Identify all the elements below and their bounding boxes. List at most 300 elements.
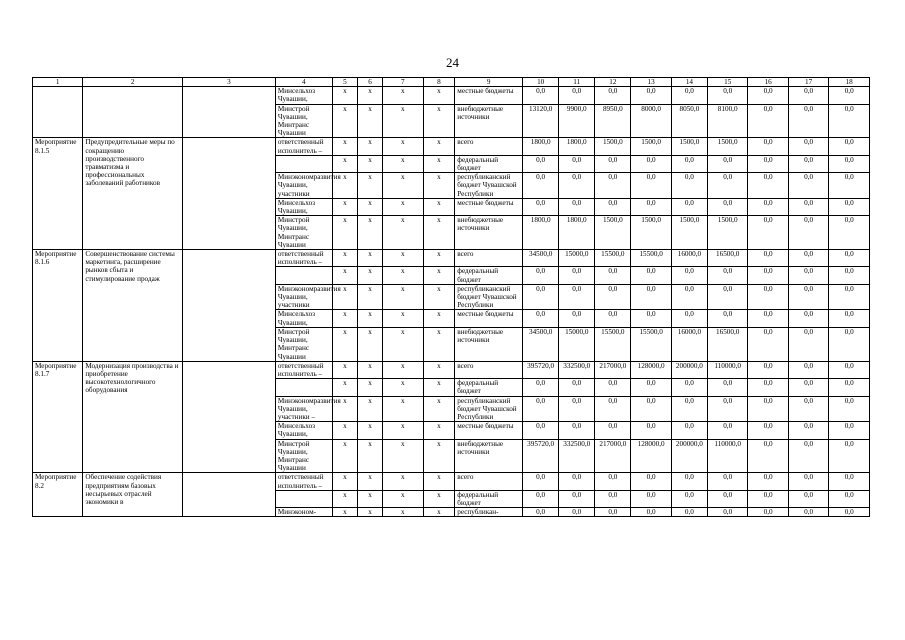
value-cell: 0,0 [631,87,671,104]
value-cell: 0,0 [748,284,788,310]
code-cell: x [332,267,357,284]
value-cell: 0,0 [748,250,788,267]
value-cell: 0,0 [748,155,788,172]
column-header: 14 [671,78,707,87]
funding-source-cell: всего [455,138,523,155]
value-cell: 1500,0 [595,216,631,250]
funding-source-cell: всего [455,250,523,267]
responsible-cell: Минэконом- [275,508,332,517]
code-cell: x [332,490,357,507]
responsible-cell: Минстрой Чувашии, Минтранс Чувашии [275,104,332,138]
code-cell: x [332,155,357,172]
value-cell: 0,0 [829,361,870,378]
responsible-cell: ответственный исполнитель – [275,473,332,490]
value-cell: 332500,0 [559,439,595,473]
code-cell: x [423,284,455,310]
funding-source-cell: федеральный бюджет [455,379,523,396]
value-cell: 0,0 [707,284,747,310]
code-cell: x [383,138,423,155]
code-cell: x [383,327,423,361]
value-cell: 0,0 [788,310,828,327]
value-cell: 0,0 [829,473,870,490]
responsible-cell: Минстрой Чувашии, Минтранс Чувашии [275,439,332,473]
value-cell: 0,0 [788,379,828,396]
value-cell: 0,0 [671,422,707,439]
value-cell: 0,0 [523,473,559,490]
value-cell: 0,0 [788,267,828,284]
value-cell: 0,0 [631,396,671,422]
value-cell: 0,0 [523,87,559,104]
event-number-cell: Мероприятие 8.2 [33,473,83,517]
value-cell: 0,0 [595,198,631,215]
code-cell: x [357,379,382,396]
value-cell: 0,0 [523,422,559,439]
code-cell: x [357,267,382,284]
code-cell: x [332,250,357,267]
column-header: 9 [455,78,523,87]
value-cell: 0,0 [788,396,828,422]
value-cell: 0,0 [671,490,707,507]
code-cell: x [383,361,423,378]
value-cell: 0,0 [523,284,559,310]
value-cell: 13120,0 [523,104,559,138]
code-cell: x [357,173,382,199]
value-cell: 0,0 [671,173,707,199]
code-cell: x [383,198,423,215]
value-cell: 1500,0 [631,138,671,155]
value-cell: 0,0 [671,267,707,284]
code-cell: x [357,508,382,517]
value-cell: 332500,0 [559,361,595,378]
funding-source-cell: федеральный бюджет [455,155,523,172]
funding-source-cell: республиканский бюджет Чувашской Республики [455,396,523,422]
value-cell: 8100,0 [707,104,747,138]
value-cell: 0,0 [631,155,671,172]
code-cell: x [423,87,455,104]
value-cell: 0,0 [829,198,870,215]
code-cell: x [423,473,455,490]
value-cell: 0,0 [829,422,870,439]
column-header: 3 [182,78,275,87]
value-cell: 15500,0 [595,327,631,361]
column-header: 4 [275,78,332,87]
value-cell: 0,0 [788,508,828,517]
value-cell: 16000,0 [671,250,707,267]
value-cell: 0,0 [631,490,671,507]
funding-source-cell: местные бюджеты [455,422,523,439]
value-cell: 0,0 [559,490,595,507]
code-cell: x [357,198,382,215]
value-cell: 0,0 [748,508,788,517]
value-cell: 0,0 [748,138,788,155]
value-cell: 0,0 [559,155,595,172]
funding-source-cell: республиканский бюджет Чувашской Республики [455,284,523,310]
value-cell: 0,0 [788,138,828,155]
value-cell: 0,0 [707,267,747,284]
code-cell: x [423,490,455,507]
code-cell: x [423,396,455,422]
funding-source-cell: местные бюджеты [455,310,523,327]
value-cell: 0,0 [671,396,707,422]
funding-source-cell: внебюджетные источники [455,327,523,361]
value-cell: 1500,0 [631,216,671,250]
value-cell: 0,0 [671,198,707,215]
value-cell: 0,0 [748,267,788,284]
responsible-cell [275,379,332,396]
code-cell: x [357,87,382,104]
col3-cell [182,87,275,138]
value-cell: 0,0 [559,173,595,199]
value-cell: 0,0 [829,284,870,310]
code-cell: x [383,473,423,490]
value-cell: 0,0 [707,87,747,104]
value-cell: 34500,0 [523,327,559,361]
value-cell: 15000,0 [559,250,595,267]
event-number-cell: Мероприятие 8.1.6 [33,250,83,362]
value-cell: 0,0 [748,216,788,250]
value-cell: 0,0 [788,87,828,104]
value-cell: 8000,0 [631,104,671,138]
code-cell: x [423,327,455,361]
value-cell: 0,0 [748,327,788,361]
value-cell: 0,0 [748,473,788,490]
responsible-cell: Минстрой Чувашии, Минтранс Чувашии [275,216,332,250]
value-cell: 0,0 [523,508,559,517]
code-cell: x [383,216,423,250]
code-cell: x [423,310,455,327]
value-cell: 16500,0 [707,250,747,267]
value-cell: 16500,0 [707,327,747,361]
funding-source-cell: внебюджетные источники [455,104,523,138]
code-cell: x [357,422,382,439]
table-row [33,138,870,155]
value-cell: 1800,0 [523,216,559,250]
value-cell: 0,0 [748,422,788,439]
value-cell: 0,0 [748,361,788,378]
event-number-cell [33,87,83,138]
value-cell: 0,0 [631,379,671,396]
code-cell: x [423,361,455,378]
value-cell: 0,0 [559,473,595,490]
code-cell: x [357,155,382,172]
value-cell: 0,0 [829,508,870,517]
code-cell: x [357,361,382,378]
funding-source-cell: федеральный бюджет [455,267,523,284]
value-cell: 395720,0 [523,361,559,378]
code-cell: x [332,473,357,490]
responsible-cell: Минэкономразвития Чувашии, участники – [275,396,332,422]
code-cell: x [383,267,423,284]
value-cell: 0,0 [748,310,788,327]
code-cell: x [357,138,382,155]
code-cell: x [332,198,357,215]
value-cell: 0,0 [595,508,631,517]
col3-cell [182,473,275,517]
value-cell: 0,0 [829,439,870,473]
value-cell: 0,0 [788,104,828,138]
value-cell: 0,0 [523,379,559,396]
value-cell: 0,0 [631,473,671,490]
value-cell: 0,0 [829,379,870,396]
value-cell: 217000,0 [595,439,631,473]
value-cell: 0,0 [559,267,595,284]
value-cell: 0,0 [595,379,631,396]
value-cell: 0,0 [559,198,595,215]
responsible-cell: ответственный исполнитель – [275,138,332,155]
code-cell: x [332,104,357,138]
code-cell: x [383,284,423,310]
value-cell: 0,0 [559,310,595,327]
value-cell: 0,0 [595,473,631,490]
value-cell: 0,0 [707,396,747,422]
responsible-cell: Минэкономразвития Чувашии, участники [275,284,332,310]
value-cell: 0,0 [788,216,828,250]
col3-cell [182,250,275,362]
value-cell: 0,0 [788,422,828,439]
funding-source-cell: республикан- [455,508,523,517]
value-cell: 110000,0 [707,439,747,473]
funding-source-cell: местные бюджеты [455,198,523,215]
code-cell: x [332,310,357,327]
value-cell: 0,0 [748,104,788,138]
value-cell: 0,0 [631,422,671,439]
funding-source-cell: республиканский бюджет Чувашской Республики [455,173,523,199]
code-cell: x [383,155,423,172]
code-cell: x [332,87,357,104]
column-header: 15 [707,78,747,87]
value-cell: 0,0 [829,327,870,361]
value-cell: 1500,0 [707,138,747,155]
value-cell: 0,0 [788,473,828,490]
responsible-cell: Минсельхоз Чувашии, [275,198,332,215]
budget-table [32,77,870,517]
value-cell: 0,0 [523,490,559,507]
value-cell: 0,0 [631,284,671,310]
value-cell: 1500,0 [671,138,707,155]
code-cell: x [423,173,455,199]
column-header: 2 [83,78,183,87]
value-cell: 15500,0 [631,250,671,267]
value-cell: 0,0 [829,216,870,250]
code-cell: x [423,250,455,267]
value-cell: 0,0 [707,379,747,396]
value-cell: 0,0 [671,310,707,327]
code-cell: x [357,250,382,267]
code-cell: x [383,396,423,422]
value-cell: 128000,0 [631,361,671,378]
table-row [33,250,870,267]
funding-source-cell: местные бюджеты [455,87,523,104]
value-cell: 0,0 [671,508,707,517]
code-cell: x [357,473,382,490]
value-cell: 0,0 [671,473,707,490]
value-cell: 0,0 [829,87,870,104]
value-cell: 395720,0 [523,439,559,473]
col3-cell [182,361,275,473]
value-cell: 0,0 [595,422,631,439]
code-cell: x [357,284,382,310]
value-cell: 15000,0 [559,327,595,361]
page-number: 24 [446,55,459,70]
code-cell: x [357,439,382,473]
column-header: 6 [357,78,382,87]
value-cell: 0,0 [559,87,595,104]
value-cell: 0,0 [707,473,747,490]
value-cell: 0,0 [829,155,870,172]
column-header: 8 [423,78,455,87]
value-cell: 0,0 [671,284,707,310]
value-cell: 0,0 [748,379,788,396]
event-name-cell: Обеспечение содействия предприятиям базовых несырьевых отраслей экономики в [83,473,183,517]
value-cell: 0,0 [671,379,707,396]
table-row [33,87,870,104]
value-cell: 0,0 [788,155,828,172]
value-cell: 0,0 [707,173,747,199]
code-cell: x [423,439,455,473]
value-cell: 0,0 [595,284,631,310]
code-cell: x [332,439,357,473]
value-cell: 0,0 [595,87,631,104]
funding-source-cell: всего [455,473,523,490]
responsible-cell [275,490,332,507]
funding-source-cell: федеральный бюджет [455,490,523,507]
code-cell: x [423,267,455,284]
value-cell: 0,0 [748,490,788,507]
value-cell: 0,0 [671,155,707,172]
value-cell: 0,0 [707,490,747,507]
value-cell: 0,0 [595,310,631,327]
event-name-cell: Предупредительные меры по сокращению производственного травматизма и профессиональных заболеваний работников [83,138,183,250]
event-name-cell [83,87,183,138]
value-cell: 0,0 [748,173,788,199]
code-cell: x [332,173,357,199]
value-cell: 217000,0 [595,361,631,378]
column-header: 11 [559,78,595,87]
code-cell: x [332,327,357,361]
col3-cell [182,138,275,250]
code-cell: x [332,422,357,439]
value-cell: 0,0 [707,310,747,327]
value-cell: 0,0 [748,87,788,104]
value-cell: 0,0 [595,173,631,199]
code-cell: x [423,155,455,172]
value-cell: 0,0 [631,310,671,327]
code-cell: x [357,310,382,327]
value-cell: 0,0 [631,267,671,284]
value-cell: 0,0 [829,267,870,284]
code-cell: x [383,87,423,104]
column-header: 12 [595,78,631,87]
code-cell: x [357,216,382,250]
code-cell: x [383,379,423,396]
responsible-cell: Минсельхоз Чувашии, [275,310,332,327]
responsible-cell [275,155,332,172]
value-cell: 0,0 [559,379,595,396]
column-header: 13 [631,78,671,87]
column-header: 17 [788,78,828,87]
value-cell: 0,0 [788,173,828,199]
code-cell: x [383,508,423,517]
value-cell: 0,0 [829,104,870,138]
value-cell: 0,0 [748,396,788,422]
value-cell: 15500,0 [631,327,671,361]
code-cell: x [383,310,423,327]
value-cell: 8050,0 [671,104,707,138]
event-name-cell: Совершенствование системы маркетинга, расширение рынков сбыта и стимулирование продаж [83,250,183,362]
value-cell: 0,0 [631,508,671,517]
value-cell: 0,0 [829,250,870,267]
funding-source-cell: внебюджетные источники [455,439,523,473]
column-header: 16 [748,78,788,87]
value-cell: 0,0 [595,267,631,284]
value-cell: 0,0 [788,250,828,267]
value-cell: 0,0 [595,155,631,172]
responsible-cell [275,267,332,284]
value-cell: 0,0 [523,310,559,327]
code-cell: x [383,250,423,267]
value-cell: 0,0 [559,396,595,422]
value-cell: 0,0 [523,396,559,422]
responsible-cell: ответственный исполнитель – [275,250,332,267]
code-cell: x [423,379,455,396]
code-cell: x [332,216,357,250]
value-cell: 0,0 [788,439,828,473]
code-cell: x [357,327,382,361]
value-cell: 1500,0 [707,216,747,250]
code-cell: x [332,396,357,422]
value-cell: 0,0 [523,267,559,284]
code-cell: x [423,198,455,215]
code-cell: x [423,508,455,517]
funding-source-cell: внебюджетные источники [455,216,523,250]
value-cell: 200000,0 [671,361,707,378]
table-body [33,78,870,517]
value-cell: 1800,0 [559,216,595,250]
code-cell: x [332,284,357,310]
value-cell: 0,0 [631,198,671,215]
value-cell: 0,0 [829,138,870,155]
value-cell: 1500,0 [595,138,631,155]
code-cell: x [423,138,455,155]
value-cell: 128000,0 [631,439,671,473]
value-cell: 0,0 [523,155,559,172]
value-cell: 0,0 [559,422,595,439]
code-cell: x [423,422,455,439]
value-cell: 8950,0 [595,104,631,138]
value-cell: 0,0 [559,284,595,310]
value-cell: 15500,0 [595,250,631,267]
value-cell: 0,0 [829,173,870,199]
code-cell: x [332,379,357,396]
value-cell: 0,0 [631,173,671,199]
code-cell: x [357,104,382,138]
value-cell: 0,0 [748,198,788,215]
table-row [33,473,870,490]
value-cell: 34500,0 [523,250,559,267]
value-cell: 0,0 [829,396,870,422]
code-cell: x [423,104,455,138]
code-cell: x [332,361,357,378]
responsible-cell: Минсельхоз Чувашии, [275,87,332,104]
value-cell: 0,0 [788,490,828,507]
code-cell: x [383,173,423,199]
column-header: 5 [332,78,357,87]
code-cell: x [383,490,423,507]
event-number-cell: Мероприятие 8.1.5 [33,138,83,250]
responsible-cell: Минсельхоз Чувашии, [275,422,332,439]
event-number-cell: Мероприятие 8.1.7 [33,361,83,473]
value-cell: 0,0 [748,439,788,473]
